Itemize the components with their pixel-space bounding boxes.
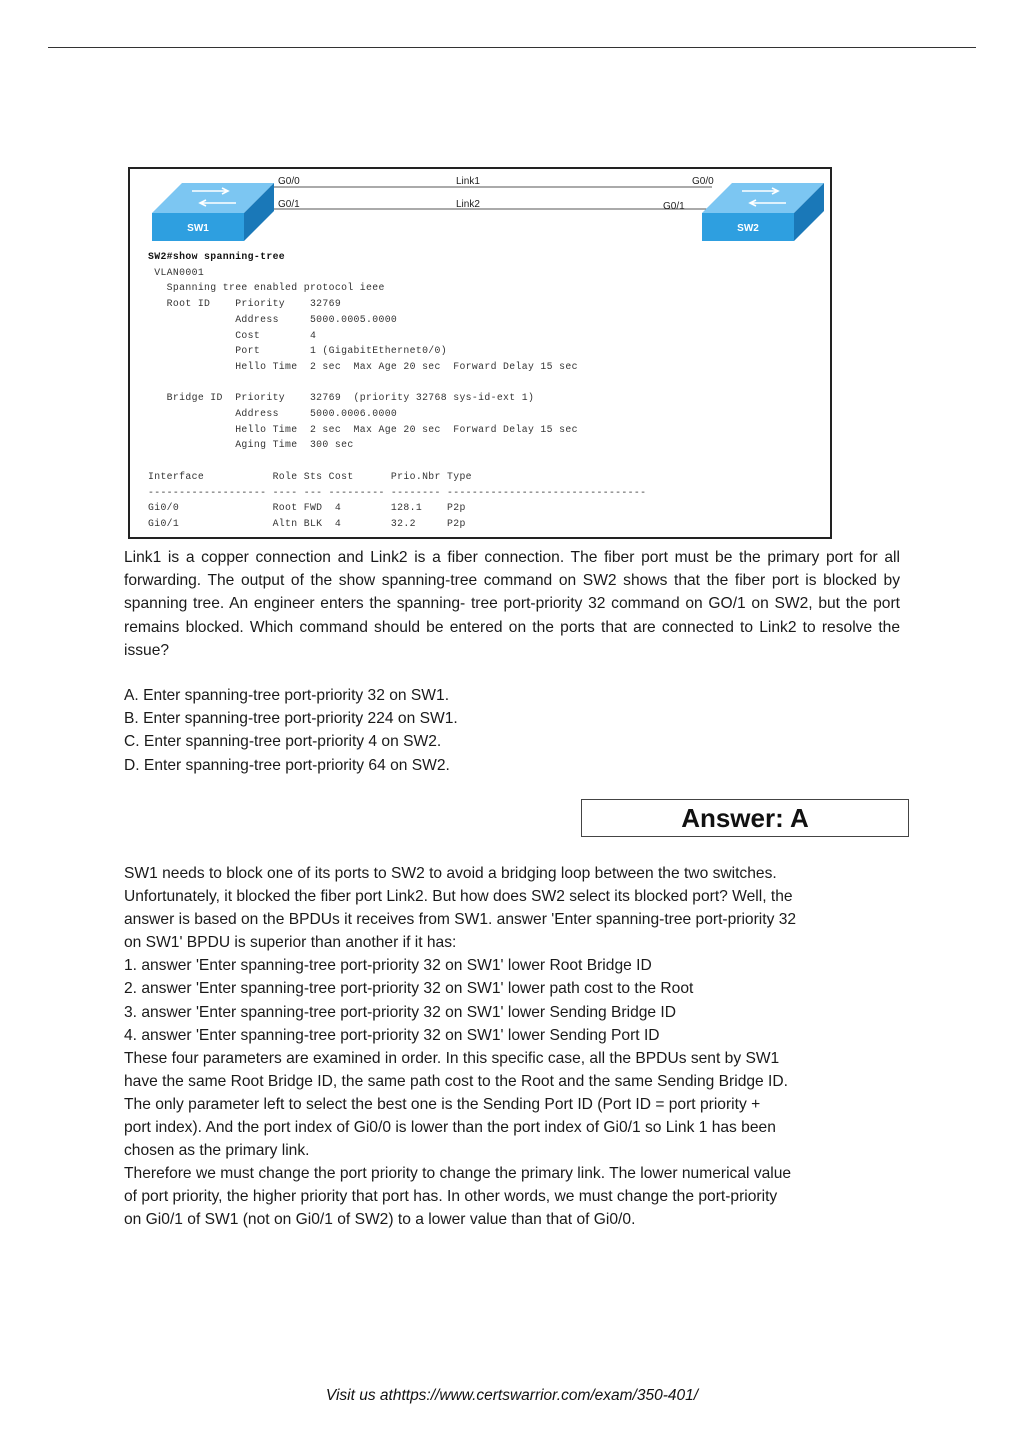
- option-b: B. Enter spanning-tree port-priority 224 on SW1.: [124, 710, 458, 728]
- cli-line: VLAN0001: [154, 266, 205, 278]
- link1-label: Link1: [456, 176, 480, 187]
- answer-label: Answer: A: [681, 802, 809, 833]
- exhibit-image: [128, 167, 832, 539]
- cli-line: Gi0/0 Root FWD 4 128.1 P2p: [148, 502, 466, 514]
- cli-line: Interface Role Sts Cost Prio.Nbr Type: [148, 470, 472, 482]
- cli-line: Port 1 (GigabitEthernet0/0): [235, 345, 447, 357]
- explanation-line: These four parameters are examined in order. In this specific case, all the BPDUs sent by SW1: [124, 1049, 780, 1067]
- explanation-line: 1. answer 'Enter spanning-tree port-priority 32 on SW1' lower Root Bridge ID: [124, 957, 652, 975]
- sw2-port-g0-1: G0/1: [663, 201, 685, 212]
- cli-output: [148, 249, 646, 532]
- cli-line: Hello Time 2 sec Max Age 20 sec Forward Delay 15 sec: [235, 423, 578, 435]
- cli-command: SW2#show spanning-tree: [148, 251, 286, 262]
- explanation-line: on Gi0/1 of SW1 (not on Gi0/1 of SW2) to a lower value than that of Gi0/0.: [124, 1211, 636, 1229]
- explanation-line: of port priority, the higher priority that port has. In other words, we must change the port-priority: [124, 1188, 778, 1206]
- cli-line: Bridge ID Priority 32769 (priority 32768 sys-id-ext 1): [166, 392, 535, 404]
- cli-line: Cost 4: [235, 329, 317, 341]
- sw2-switch-icon: [702, 183, 824, 241]
- sw1-port-g0-1: G0/1: [278, 199, 300, 210]
- question-text: Link1 is a copper connection and Link2 is a fiber connection. The fiber port must be the primary port for all forwarding. The output of the show spanning-tree command on SW2 shows that the fiber port is blocked by spanning tree. An engineer enters the spanning- tree port-priority 32 command on GO/1 on SW2, but the port remains blocked. Which command should be entered on the ports that are connected to Link2 to resolve the issue?: [124, 549, 900, 659]
- sw1-label: SW1: [187, 223, 209, 234]
- cli-line: Aging Time 300 sec: [235, 439, 354, 451]
- cli-line: Address 5000.0005.0000: [235, 313, 398, 325]
- explanation-line: 4. answer 'Enter spanning-tree port-priority 32 on SW1' lower Sending Port ID: [124, 1026, 660, 1044]
- link2-label: Link2: [456, 199, 480, 210]
- explanation-line: Therefore we must change the port priority to change the primary link. The lower numerical value: [124, 1165, 792, 1183]
- sw1-switch-icon: [152, 183, 274, 241]
- cli-line: Gi0/1 Altn BLK 4 32.2 P2p: [148, 517, 466, 529]
- header-rule: [48, 47, 976, 48]
- explanation-line: chosen as the primary link.: [124, 1142, 310, 1160]
- explanation-line: 3. answer 'Enter spanning-tree port-priority 32 on SW1' lower Sending Bridge ID: [124, 1003, 677, 1021]
- explanation-line: have the same Root Bridge ID, the same path cost to the Root and the same Sending Bridge ID.: [124, 1072, 788, 1090]
- answer-box: [581, 799, 909, 837]
- sw2-label: SW2: [737, 223, 759, 234]
- explanation-line: Unfortunately, it blocked the fiber port Link2. But how does SW2 select its blocked port? Well, the: [124, 888, 793, 906]
- cli-line: Spanning tree enabled protocol ieee: [166, 282, 385, 294]
- explanation-line: SW1 needs to block one of its ports to SW2 to avoid a bridging loop between the two switches.: [124, 865, 777, 882]
- cli-line: Address 5000.0006.0000: [235, 408, 398, 420]
- explanation-line: The only parameter left to select the best one is the Sending Port ID (Port ID = port priority +: [124, 1095, 761, 1113]
- option-a: A. Enter spanning-tree port-priority 32 on SW1.: [124, 687, 450, 704]
- cli-body: [148, 267, 646, 529]
- explanation-line: port index). And the port index of Gi0/0 is lower than the port index of Gi0/1 so Link 1 has been: [124, 1119, 776, 1137]
- cli-line: ------------------- ---- --- --------- -------- --------------------------------: [148, 486, 647, 498]
- sw1-port-g0-0: G0/0: [278, 176, 300, 187]
- explanation: [124, 862, 914, 1232]
- cli-line: Hello Time 2 sec Max Age 20 sec Forward Delay 15 sec: [235, 360, 578, 372]
- option-d: D. Enter spanning-tree port-priority 64 on SW2.: [124, 756, 450, 774]
- footer-link[interactable]: Visit us athttps://www.certswarrior.com/exam/350-401/: [325, 1387, 699, 1404]
- option-c: C. Enter spanning-tree port-priority 4 on SW2.: [124, 733, 442, 751]
- answer-options: [124, 684, 458, 777]
- explanation-line: 2. answer 'Enter spanning-tree port-priority 32 on SW1' lower path cost to the Root: [124, 980, 694, 998]
- explanation-line: on SW1' BPDU is superior than another if it has:: [124, 934, 457, 952]
- cli-line: Root ID Priority 32769: [166, 298, 342, 310]
- explanation-line: answer is based on the BPDUs it receives from SW1. answer 'Enter spanning-tree port-priority 32: [124, 911, 797, 929]
- sw2-port-g0-0: G0/0: [692, 176, 714, 187]
